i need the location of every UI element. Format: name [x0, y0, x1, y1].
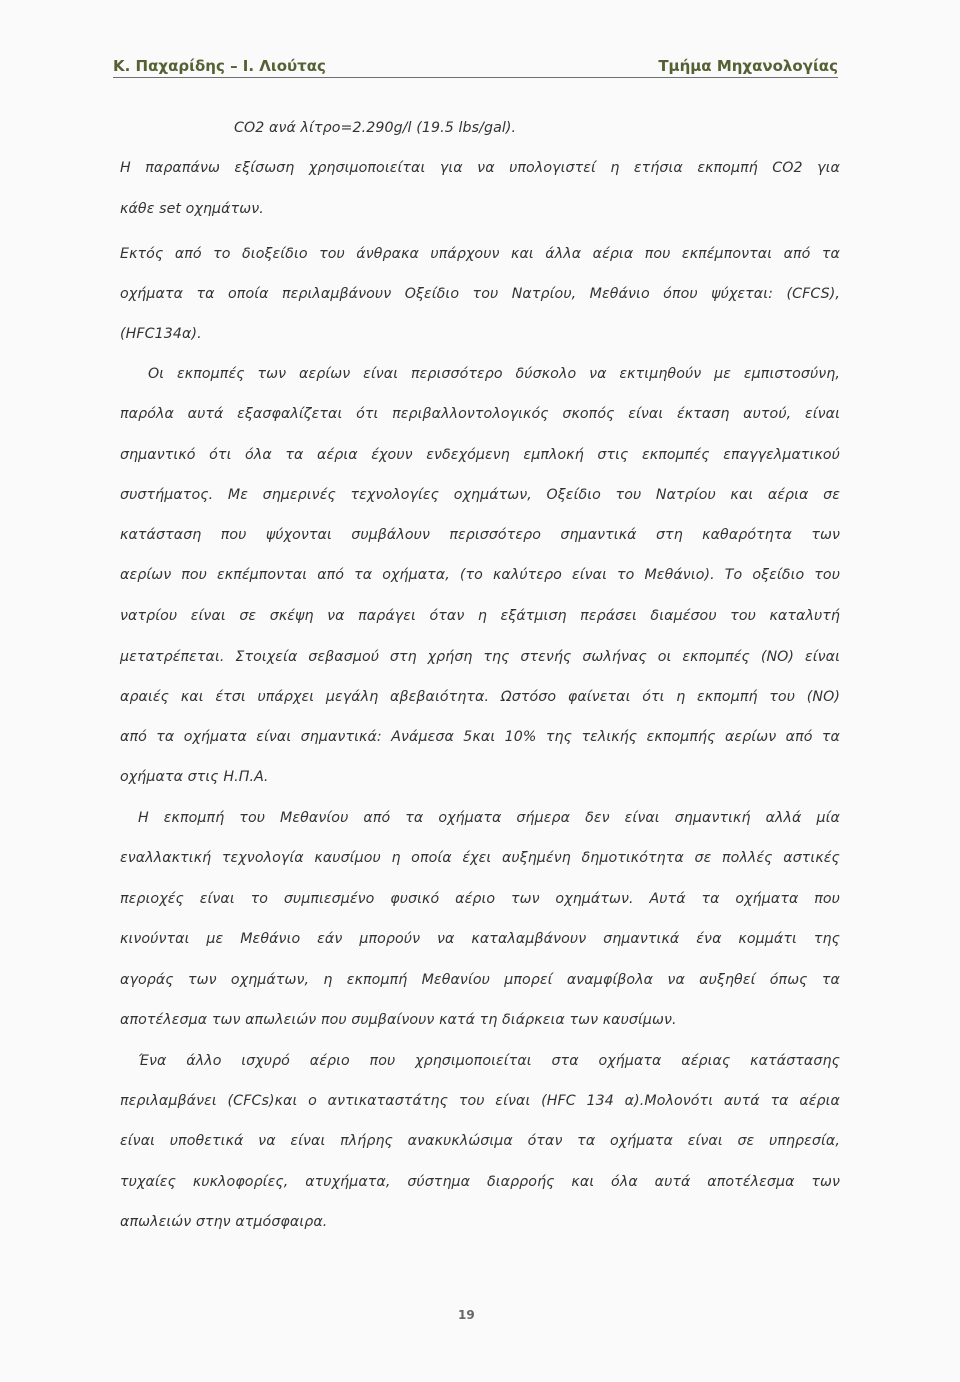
header-authors: Κ. Παχαρίδης – Ι. Λιούτας [113, 57, 326, 75]
text-line: κατάσταση που ψύχονται συμβάλουν περισσότερο σημαντικά στη καθαρότητα των [120, 527, 840, 543]
text-line: νατρίου είναι σε σκέψη να παράγει όταν η εξάτμιση περάσει διαμέσου του καταλυτή [120, 608, 840, 624]
text-line: Εκτός από το διοξείδιο του άνθρακα υπάρχουν και άλλα αέρια που εκπέμπονται από τα [120, 246, 840, 262]
text-line: οχήματα στις Η.Π.Α. [120, 769, 269, 785]
text-line: κάθε set οχημάτων. [120, 201, 264, 217]
text-line: Ένα άλλο ισχυρό αέριο που χρησιμοποιείται στα οχήματα αέριας κατάστασης [138, 1053, 840, 1069]
text-line: συστήματος. Με σημερινές τεχνολογίες οχημάτων, Οξείδιο του Νατρίου και αέρια σε [120, 487, 840, 503]
page-number: 19 [458, 1308, 475, 1322]
page-header [113, 55, 838, 78]
text-line: αγοράς των οχημάτων, η εκπομπή Μεθανίου μπορεί αναμφίβολα να αυξηθεί όπως τα [120, 972, 840, 988]
text-line: περιλαμβάνει (CFCs)και ο αντικαταστάτης του είναι (HFC 134 α).Μολονότι αυτά τα αέρια [120, 1093, 840, 1109]
text-line: Η παραπάνω εξίσωση χρησιμοποιείται για να υπολογιστεί η ετήσια εκπομπή CO2 για [120, 160, 840, 176]
text-line: Η εκπομπή του Μεθανίου από τα οχήματα σήμερα δεν είναι σημαντική αλλά μία [138, 810, 840, 826]
text-line: τυχαίες κυκλοφορίες, ατυχήματα, σύστημα διαρροής και όλα αυτά αποτέλεσμα των [120, 1174, 840, 1190]
text-line: παρόλα αυτά εξασφαλίζεται ότι περιβαλλοντολογικός σκοπός είναι έκταση αυτού, είναι [120, 406, 840, 422]
text-line: σημαντικό ότι όλα τα αέρια έχουν ενδεχόμενη εμπλοκή στις εκπομπές επαγγελματικού [120, 447, 840, 463]
text-line: κινούνται με Μεθάνιο εάν μπορούν να καταλαμβάνουν σημαντικά ένα κομμάτι της [120, 931, 840, 947]
text-line: CO2 ανά λίτρο=2.290g/l (19.5 lbs/gal). [234, 120, 517, 136]
text-line: (HFC134α). [120, 326, 202, 342]
header-department: Τμήμα Μηχανολογίας [658, 57, 838, 75]
text-line: εναλλακτική τεχνολογία καυσίμου η οποία έχει αυξημένη δημοτικότητα σε πολλές αστικές [120, 850, 840, 866]
text-line: από τα οχήματα είναι σημαντικά: Ανάμεσα 5και 10% της τελικής εκπομπής αερίων από τα [120, 729, 840, 745]
text-line: οχήματα τα οποία περιλαμβάνουν Οξείδιο του Νατρίου, Μεθάνιο όπου ψύχεται: (CFCS), [120, 286, 840, 302]
text-line: αραιές και έτσι υπάρχει μεγάλη αβεβαιότητα. Ωστόσο φαίνεται ότι η εκπομπή του (NO) [120, 689, 840, 705]
text-line: μετατρέπεται. Στοιχεία σεβασμού στη χρήση της στενής σωλήνας οι εκπομπές (NO) είναι [120, 649, 840, 665]
text-line: είναι υποθετικά να είναι πλήρης ανακυκλώσιμα όταν τα οχήματα είναι σε υπηρεσία, [120, 1133, 840, 1149]
text-line: αερίων που εκπέμπονται από τα οχήματα, (το καλύτερο είναι το Μεθάνιο). Το οξείδιο του [120, 567, 840, 583]
text-line: περιοχές είναι το συμπιεσμένο φυσικό αέριο των οχημάτων. Αυτά τα οχήματα που [120, 891, 840, 907]
text-line: απωλειών στην ατμόσφαιρα. [120, 1214, 328, 1230]
text-line: Οι εκπομπές των αερίων είναι περισσότερο δύσκολο να εκτιμηθούν με εμπιστοσύνη, [148, 366, 840, 382]
text-line: αποτέλεσμα των απωλειών που συμβαίνουν κατά τη διάρκεια των καυσίμων. [120, 1012, 677, 1028]
